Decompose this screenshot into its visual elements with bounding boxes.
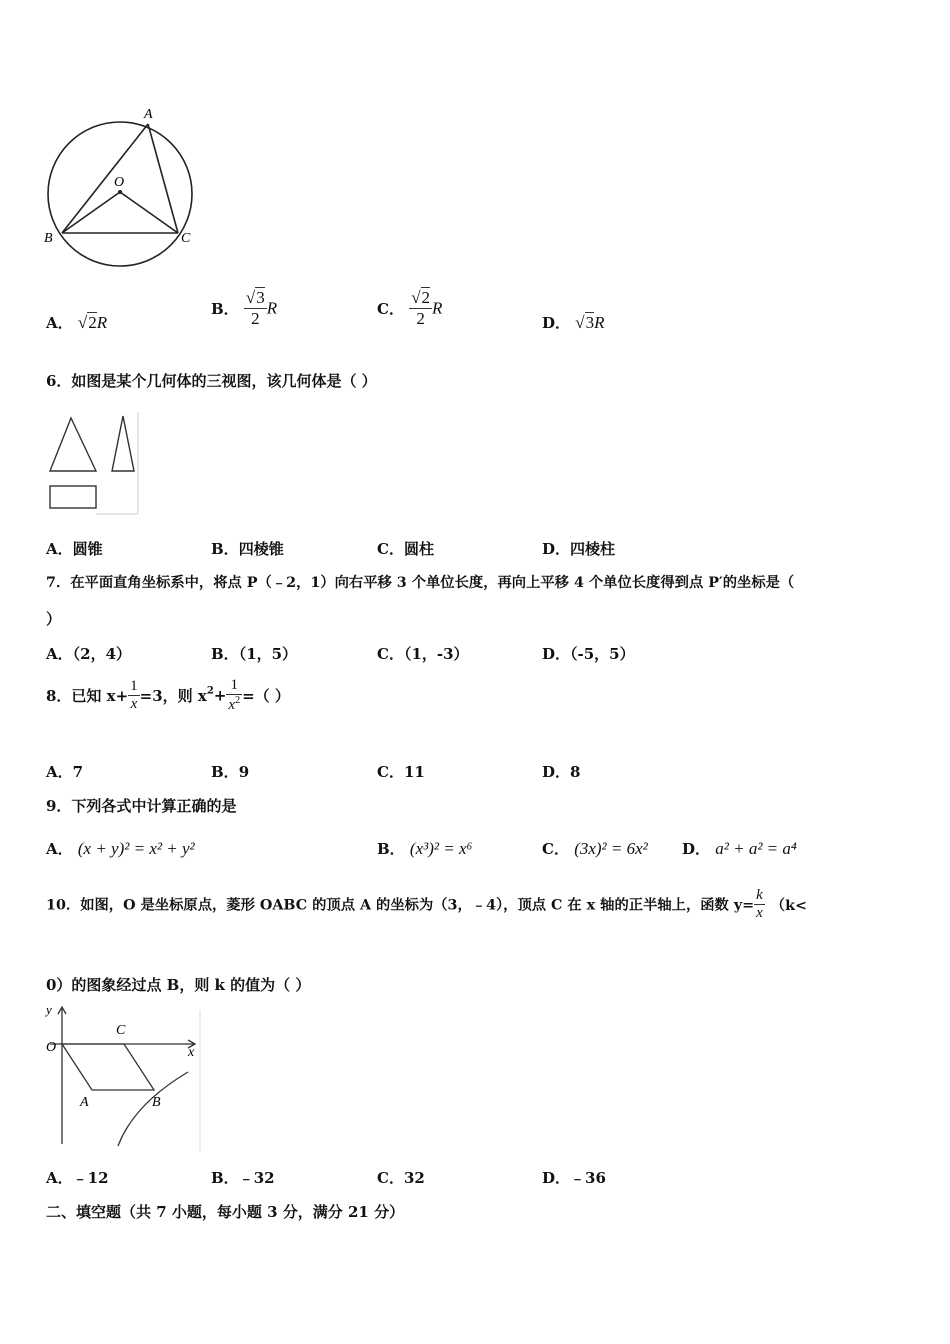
q8-option-b[interactable]: B．9 <box>211 763 250 781</box>
q5-option-b[interactable] <box>211 288 277 329</box>
q9-option-b[interactable]: B． (x³)² = x⁶ <box>377 839 473 858</box>
fraction-1-over-x: $\frac{1}{x}$ <box>130 678 138 712</box>
q7-stem-line2: ） <box>46 610 62 628</box>
top-view-rectangle <box>50 486 96 508</box>
q10-option-a[interactable]: A．﹣12 <box>46 1169 109 1187</box>
q6-option-a[interactable]: A．圆锥 <box>46 540 103 558</box>
q7-stem-line1: 7．在平面直角坐标系中，将点 P（﹣2，1）向右平移 3 个单位长度，再向上平移 4 个单位长度得到点 P′的坐标是（ <box>46 575 795 591</box>
section-2-heading: 二、填空题（共 7 小题，每小题 3 分，满分 21 分） <box>46 1203 405 1221</box>
label-o: O <box>114 175 125 190</box>
math-expression: (3x)² = 6x² <box>574 839 648 858</box>
q10-stem-line2: 0）的图象经过点 B，则 k 的值为（ ） <box>46 976 311 994</box>
segment-ab <box>62 124 148 233</box>
q6-option-d[interactable]: D．四棱柱 <box>542 540 616 558</box>
fraction-1-over-x-squared: $\frac{1}{x^2}$ <box>228 677 241 713</box>
q10-option-c[interactable]: C．32 <box>377 1169 425 1187</box>
sqrt-expression: √3R <box>575 313 605 332</box>
q10-stem-line1: 10．如图，O 是坐标原点，菱形 OABC 的顶点 A 的坐标为（3，﹣4），顶点 C 在 x 轴的正半轴上，函数 y= $\frac{k}{x}$ （k< <box>46 887 807 921</box>
label-a: A <box>144 107 153 122</box>
q6-stem: 6．如图是某个几何体的三视图，该几何体是（ ） <box>46 372 377 390</box>
sqrt-expression: √2R <box>77 313 108 332</box>
rhombus-oabc <box>62 1044 154 1090</box>
q5-option-a[interactable] <box>46 312 107 333</box>
q7-option-b[interactable]: B．（1，5） <box>211 645 298 663</box>
fraction: $\frac{√3}{2}$ <box>245 288 265 328</box>
fraction: $\frac{√2}{2}$ <box>411 288 431 328</box>
q5-option-c[interactable] <box>377 288 442 329</box>
label-b: B <box>44 231 53 246</box>
center-point <box>118 190 122 194</box>
q6-option-c[interactable]: C．圆柱 <box>377 540 434 558</box>
segment-ob <box>62 192 120 233</box>
label-c: C <box>181 231 191 246</box>
math-expression: a² + a² = a⁴ <box>715 839 797 858</box>
q8-option-c[interactable]: C．11 <box>377 763 425 781</box>
rhombus-graph-figure <box>42 1000 212 1155</box>
q7-option-a[interactable]: A．（2，4） <box>46 645 132 663</box>
q9-stem: 9．下列各式中计算正确的是 <box>46 797 237 815</box>
option-letter: C． <box>377 300 404 318</box>
q6-option-b[interactable]: B．四棱锥 <box>211 540 284 558</box>
segment-oc <box>120 192 178 233</box>
option-letter: D． <box>542 314 571 332</box>
radius-symbol: R <box>432 298 443 318</box>
front-view-triangle <box>50 418 96 471</box>
q7-option-c[interactable]: C．（1，-3） <box>377 645 469 663</box>
q8-stem: 8．已知 x+ $\frac{1}{x}$ =3，则 $x^2+$ $\frac{1}{x^2}$ =（ ） <box>46 677 290 713</box>
q5-circle-figure <box>40 100 210 275</box>
q7-option-d[interactable]: D．（-5，5） <box>542 645 635 663</box>
label-y: y <box>46 1002 52 1017</box>
q9-option-d[interactable]: D． a² + a² = a⁴ <box>682 839 797 858</box>
q5-option-d[interactable] <box>542 312 604 333</box>
label-a: A <box>80 1095 89 1110</box>
option-letter: A． <box>46 314 73 332</box>
math-expression: (x³)² = x⁶ <box>409 839 473 858</box>
label-c: C <box>116 1023 126 1038</box>
three-view-figure <box>46 410 142 516</box>
label-b: B <box>152 1095 161 1110</box>
q8-option-a[interactable]: A．7 <box>46 763 84 781</box>
q10-option-b[interactable]: B．﹣32 <box>211 1169 275 1187</box>
label-o: O <box>46 1040 57 1055</box>
side-view-triangle <box>112 416 134 471</box>
fraction-k-over-x: $\frac{k}{x}$ <box>756 887 763 921</box>
math-expression: (x + y)² = x² + y² <box>77 839 195 858</box>
q9-option-c[interactable]: C． (3x)² = 6x² <box>542 839 648 858</box>
radius-symbol: R <box>266 298 278 318</box>
option-letter: B． <box>211 300 239 318</box>
q10-option-d[interactable]: D．﹣36 <box>542 1169 606 1187</box>
label-x: x <box>188 1045 195 1060</box>
q9-option-a[interactable]: A． (x + y)² = x² + y² <box>46 839 195 858</box>
q8-option-d[interactable]: D．8 <box>542 763 581 781</box>
segment-ac <box>148 124 178 233</box>
